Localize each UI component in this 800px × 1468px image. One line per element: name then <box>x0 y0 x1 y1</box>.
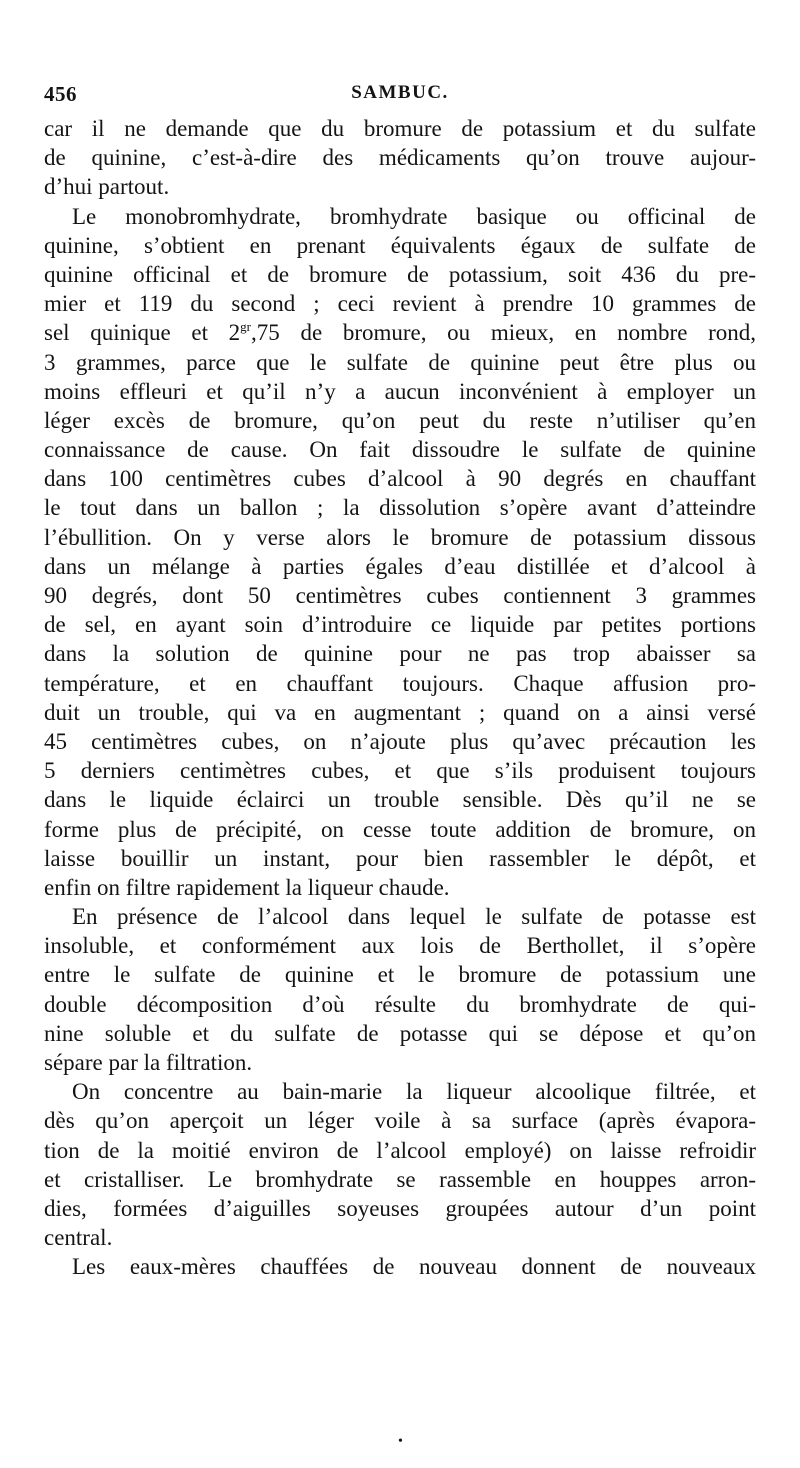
text-line-content: dies, formées d’aiguilles soyeuses groupées autour d’un point <box>44 1195 756 1221</box>
text-line-content: quinine officinal et de bromure de potassium, soit 436 du pre- <box>44 261 756 287</box>
text-line <box>44 873 756 902</box>
text-line-content: de sel, en ayant soin d’introduire ce liquide par petites portions <box>44 612 756 638</box>
text-line <box>44 1106 756 1135</box>
text-line-content: 45 centimètres cubes, on n’ajoute plus qu’avec précaution les <box>44 728 756 754</box>
text-line <box>44 1252 756 1281</box>
text-line <box>44 289 756 318</box>
text-line-content: En présence de l’alcool dans lequel le sulfate de potasse est <box>72 904 756 930</box>
text-line-content: On concentre au bain-marie la liqueur alcoolique filtrée, et <box>72 1079 756 1105</box>
text-line <box>44 318 756 347</box>
text-line-content: entre le sulfate de quinine et le bromure de potassium une <box>44 962 756 988</box>
text-line <box>44 960 756 989</box>
text-line <box>44 464 756 493</box>
text-line <box>44 377 756 406</box>
text-line-content: forme plus de précipité, on cesse toute addition de bromure, on <box>44 816 756 842</box>
unit-superscript: gr <box>240 319 252 335</box>
text-line-content: et cristalliser. Le bromhydrate se rassemble en houppes arron- <box>44 1166 756 1192</box>
text-line-content: dans le liquide éclairci un trouble sensible. Dès qu’il ne se <box>44 787 756 813</box>
text-line-content: température, et en chauffant toujours. Chaque affusion pro- <box>44 670 756 696</box>
text-line-content: sel quinique et 2 <box>44 320 241 346</box>
text-line-content: léger excès de bromure, qu’on peut du reste n’utiliser qu’en <box>44 407 756 433</box>
text-line <box>44 552 756 581</box>
text-line <box>44 844 756 873</box>
text-line-content: dès qu’on aperçoit un léger voile à sa surface (après évapora- <box>44 1108 756 1134</box>
text-line <box>44 114 756 143</box>
text-line <box>44 1136 756 1165</box>
text-line <box>44 348 756 377</box>
text-line <box>44 756 756 785</box>
text-line-content: laisse bouillir un instant, pour bien rassembler le dépôt, et <box>44 845 756 871</box>
footer-mark: • <box>398 1434 403 1449</box>
page-number: 456 <box>44 82 77 106</box>
text-line <box>44 260 756 289</box>
text-line-content: nine soluble et du sulfate de potasse qui se dépose et qu’on <box>44 1020 756 1046</box>
text-line <box>44 902 756 931</box>
text-line-content: 5 derniers centimètres cubes, et que s’ils produisent toujours <box>44 758 756 784</box>
text-line-content: de quinine, c’est-à-dire des médicaments qu’on trouve aujour- <box>44 145 756 171</box>
page-header <box>44 82 756 112</box>
text-line <box>44 1048 756 1077</box>
text-line-content: 90 degrés, dont 50 centimètres cubes contiennent 3 grammes <box>44 583 756 608</box>
text-line <box>44 1077 756 1106</box>
text-line-content: central. <box>44 1225 113 1251</box>
text-line-content: mier et 119 du second ; ceci revient à prendre 10 grammes de <box>44 291 756 317</box>
text-line-content: insoluble, et conformément aux lois de Berthollet, il s’opère <box>44 933 756 959</box>
text-line <box>44 698 756 727</box>
text-line <box>44 1194 756 1223</box>
text-line <box>44 1223 756 1252</box>
text-line-content: l’ébullition. On y verse alors le bromure de potassium dissous <box>44 524 756 550</box>
running-title: SAMBUC. <box>351 82 449 103</box>
text-line-content: double décomposition d’où résulte du bromhydrate de qui- <box>44 991 756 1017</box>
text-line-content: Les eaux-mères chauffées de nouveau donnent de nouveaux <box>72 1254 756 1280</box>
text-line-content: quinine, s’obtient en prenant équivalents égaux de sulfate de <box>44 232 756 258</box>
body-text <box>44 114 756 1282</box>
text-line <box>44 231 756 260</box>
text-line <box>44 493 756 522</box>
text-line <box>44 610 756 639</box>
text-line-content: car il ne demande que du bromure de potassium et du sulfate <box>44 116 756 141</box>
text-line <box>44 202 756 231</box>
text-line-content: tion de la moitié environ de l’alcool employé) on laisse refroidir <box>44 1137 756 1163</box>
text-line-content: le tout dans un ballon ; la dissolution s’opère avant d’atteindre <box>44 495 756 521</box>
text-line-content: connaissance de cause. On fait dissoudre le sulfate de quinine <box>44 437 756 463</box>
text-line-content: ,75 de bromure, ou mieux, en nombre rond, <box>251 320 756 346</box>
text-line <box>44 931 756 960</box>
text-line-content: enfin on filtre rapidement la liqueur chaude. <box>44 874 450 900</box>
text-line <box>44 815 756 844</box>
text-line <box>44 785 756 814</box>
text-line-content: dans un mélange à parties égales d’eau distillée et d’alcool à <box>44 553 756 579</box>
text-line <box>44 435 756 464</box>
text-line-content: Le monobromhydrate, bromhydrate basique ou officinal de <box>72 203 756 229</box>
text-line-content: d’hui partout. <box>44 174 170 200</box>
text-line-content: sépare par la filtration. <box>44 1050 253 1075</box>
text-line <box>44 581 756 610</box>
text-line <box>44 669 756 698</box>
text-line-content: moins effleuri et qu’il n’y a aucun inconvénient à employer un <box>44 378 756 404</box>
text-line-content: 3 grammes, parce que le sulfate de quinine peut être plus ou <box>44 349 756 375</box>
text-line-content: duit un trouble, qui va en augmentant ; quand on a ainsi versé <box>44 699 756 725</box>
text-line <box>44 1019 756 1048</box>
text-line-content: dans la solution de quinine pour ne pas trop abaisser sa <box>44 641 756 667</box>
text-line <box>44 727 756 756</box>
text-line <box>44 990 756 1019</box>
text-line <box>44 143 756 172</box>
text-line <box>44 406 756 435</box>
text-line <box>44 1165 756 1194</box>
text-line <box>44 172 756 201</box>
text-line <box>44 523 756 552</box>
text-line <box>44 639 756 668</box>
text-line-content: dans 100 centimètres cubes d’alcool à 90 degrés en chauffant <box>44 466 756 492</box>
